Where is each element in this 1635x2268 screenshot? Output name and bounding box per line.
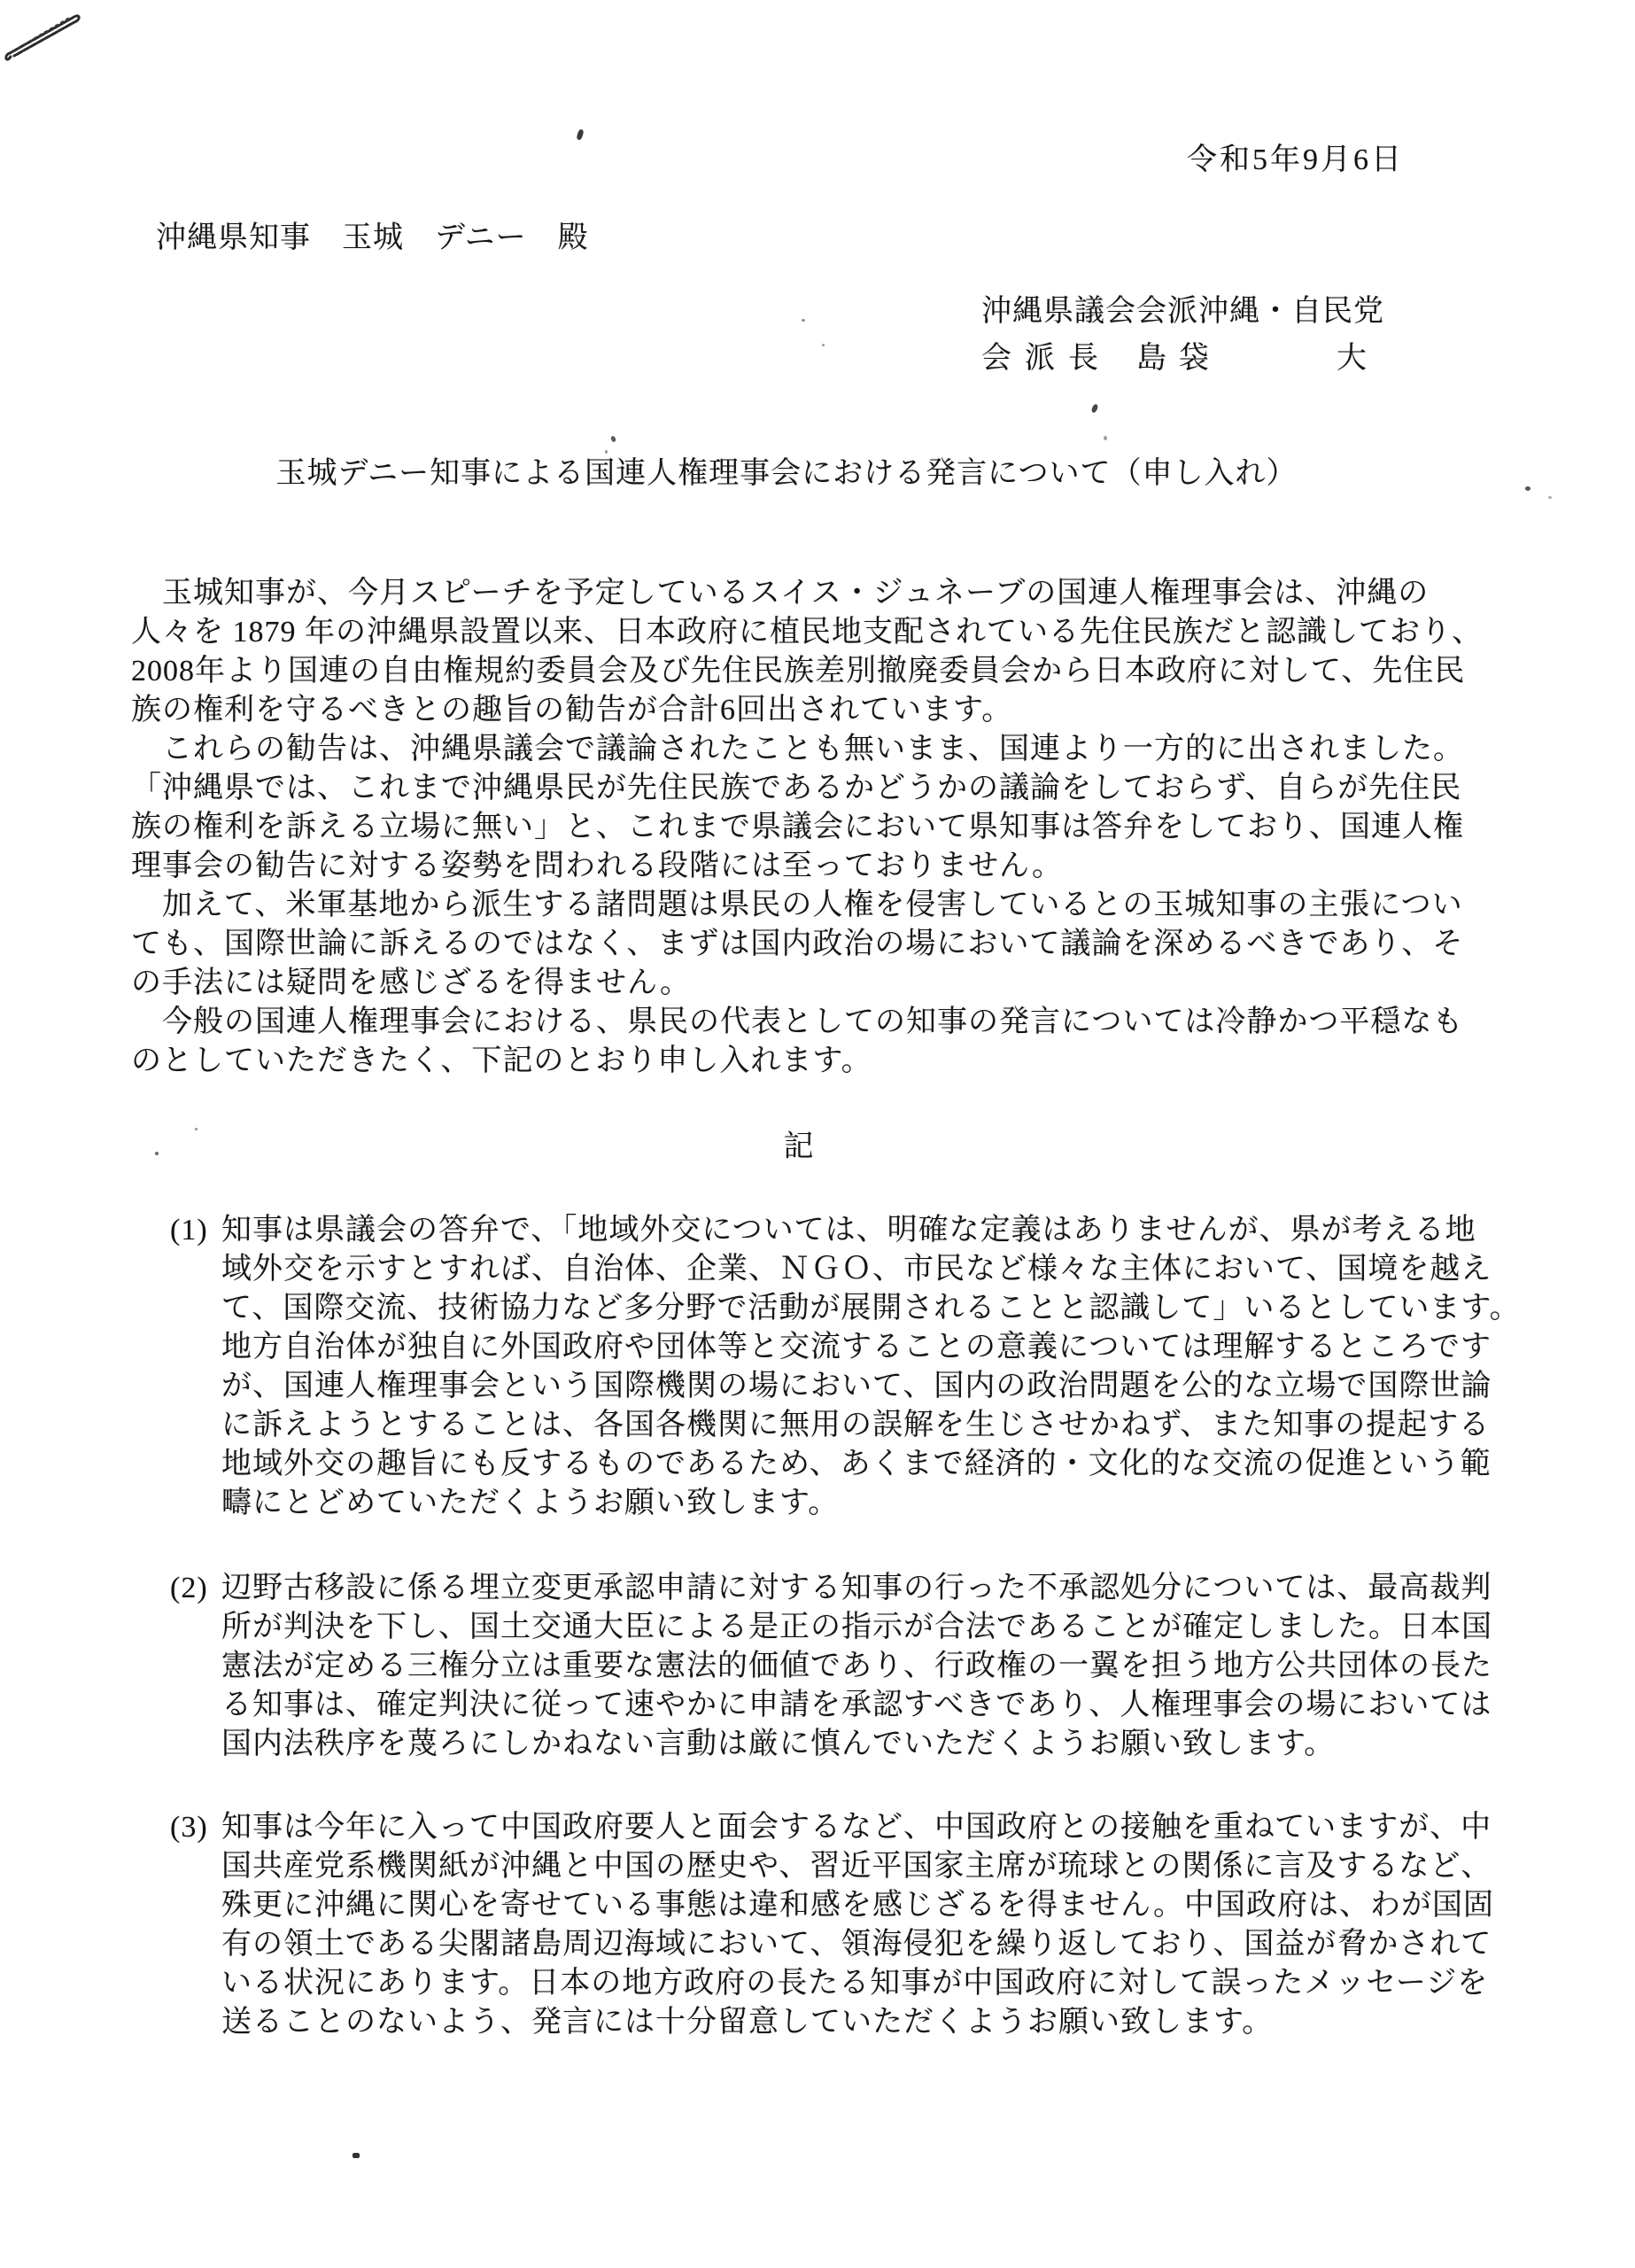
text-line: 族の権利を訴える立場に無い」と、これまで県議会において県知事は答弁をしており、国連人権 bbox=[131, 811, 1464, 843]
text-line: 地方自治体が独自に外国政府や団体等と交流することの意義については理解するところです bbox=[221, 1331, 1492, 1363]
text-line: 今般の国連人権理事会における、県民の代表としての知事の発言については冷静かつ平穏なも bbox=[131, 1006, 1464, 1038]
text-line: が、国連人権理事会という国際機関の場において、国内の政治問題を公的な立場で国際世論 bbox=[221, 1370, 1492, 1402]
request-item-1 bbox=[133, 1211, 1550, 1523]
text-line: これらの勧告は、沖縄県議会で議論されたことも無いまま、国連より一方的に出されました。 bbox=[131, 733, 1464, 765]
text-line: 知事は今年に入って中国政府要人と面会するなど、中国政府との接触を重ねていますが、中 bbox=[221, 1811, 1492, 1844]
document-title: 玉城デニー知事による国連人権理事会における発言について（申し入れ） bbox=[275, 457, 1298, 490]
text-line: のとしていただきたく、下記のとおり申し入れます。 bbox=[131, 1045, 872, 1077]
item-1-marker: (1) bbox=[170, 1214, 208, 1247]
text-line: 人々を 1879 年の沖縄県設置以来、日本政府に植民地支配されている先住民族だと認識しており、 bbox=[131, 616, 1483, 649]
document-date: 令和5年9月6日 bbox=[1187, 144, 1404, 176]
ink-speck bbox=[822, 344, 825, 346]
item-1-text bbox=[221, 1211, 1550, 1523]
ink-speck bbox=[605, 450, 608, 454]
sender-name-line bbox=[981, 339, 1368, 378]
text-line: 域外交を示すとすれば、自治体、企業、ＮＧＯ、市民など様々な主体において、国境を越え bbox=[221, 1253, 1492, 1285]
text-line: いる状況にあります。日本の地方政府の長たる知事が中国政府に対して誤ったメッセージを bbox=[221, 1967, 1489, 2000]
text-line: て、国際交流、技術協力など多分野で活動が展開されることと認識して」いるとしています。 bbox=[221, 1292, 1521, 1324]
item-3-marker: (3) bbox=[170, 1811, 208, 1844]
note-heading: 記 bbox=[783, 1130, 815, 1163]
addressee-line: 沖縄県知事 玉城 デニー 殿 bbox=[156, 221, 589, 254]
ink-speck bbox=[1104, 436, 1107, 440]
sender-surname: 島袋 bbox=[1136, 342, 1221, 375]
text-line: 「沖縄県では、これまで沖縄県民が先住民族であるかどうかの議論をしておらず、自らが先住民 bbox=[131, 772, 1462, 804]
text-line: る知事は、確定判決に従って速やかに申請を承認すべきであり、人権理事会の場においては bbox=[221, 1689, 1492, 1721]
text-line: 国内法秩序を蔑ろにしかねない言動は厳に慎んでいただくようお願い致します。 bbox=[221, 1728, 1336, 1760]
sender-given-name: 大 bbox=[1337, 342, 1368, 375]
request-item-3 bbox=[133, 1808, 1550, 2042]
text-line: 地域外交の趣旨にも反するものであるため、あくまで経済的・文化的な交流の促進という範 bbox=[221, 1448, 1492, 1480]
text-line: 国共産党系機関紙が沖縄と中国の歴史や、習近平国家主席が琉球との関係に言及するなど、 bbox=[221, 1850, 1492, 1883]
pen-scribble-artifact bbox=[4, 5, 92, 72]
ink-speck bbox=[1525, 486, 1530, 491]
text-line: 加えて、米軍基地から派生する諸問題は県民の人権を侵害しているとの玉城知事の主張につい bbox=[131, 889, 1463, 921]
text-line: 2008年より国連の自由権規約委員会及び先住民族差別撤廃委員会から日本政府に対して、先住民 bbox=[131, 655, 1466, 687]
ink-speck bbox=[353, 2153, 360, 2158]
text-line: 理事会の勧告に対する姿勢を問われる段階には至っておりません。 bbox=[131, 850, 1064, 882]
ink-speck bbox=[576, 128, 584, 140]
text-line: 憲法が定める三権分立は重要な憲法的価値であり、行政権の一翼を担う地方公共団体の長た bbox=[221, 1650, 1492, 1682]
ink-speck bbox=[610, 435, 616, 442]
ink-speck bbox=[1548, 496, 1552, 499]
text-line: に訴えようとすることは、各国各機関に無用の誤解を生じさせかねず、また知事の提起する bbox=[221, 1409, 1491, 1441]
item-3-text bbox=[221, 1808, 1550, 2042]
item-2-marker: (2) bbox=[170, 1572, 208, 1604]
text-line: 所が判決を下し、国土交通大臣による是正の指示が合法であることが確定しました。日本国 bbox=[221, 1611, 1492, 1643]
text-line: 殊更に沖縄に関心を寄せている事態は違和感を感じざるを得ません。中国政府は、わが国固 bbox=[221, 1889, 1495, 1922]
ink-speck bbox=[1091, 403, 1098, 413]
request-item-2 bbox=[133, 1569, 1550, 1764]
text-line: 有の領土である尖閣諸島周辺海域において、領海侵犯を繰り返しており、国益が脅かされて bbox=[221, 1928, 1492, 1961]
item-2-text bbox=[221, 1569, 1550, 1764]
ink-speck bbox=[155, 1152, 159, 1155]
text-line: 辺野古移設に係る埋立変更承認申請に対する知事の行った不承認処分については、最高裁判 bbox=[221, 1572, 1492, 1604]
text-line: 疇にとどめていただくようお願い致します。 bbox=[221, 1487, 840, 1519]
text-line: 玉城知事が、今月スピーチを予定しているスイス・ジュネーブの国連人権理事会は、沖縄の bbox=[131, 577, 1430, 610]
text-line: 知事は県議会の答弁で、「地域外交については、明確な定義はありませんが、県が考える地 bbox=[221, 1214, 1476, 1247]
text-line: 族の権利を守るべきとの趣旨の勧告が合計6回出されています。 bbox=[131, 694, 1013, 726]
text-line: 送ることのないよう、発言には十分留意していただくようお願い致します。 bbox=[221, 2006, 1274, 2039]
body-paragraphs bbox=[131, 574, 1513, 1081]
text-line: ても、国際世論に訴えるのではなく、まずは国内政治の場において議論を深めるべきであり、そ bbox=[131, 928, 1464, 960]
sender-organization: 沖縄県議会会派沖縄・自民党 bbox=[981, 295, 1384, 328]
text-line: の手法には疑問を感じざるを得ません。 bbox=[131, 967, 692, 999]
ink-speck bbox=[802, 319, 805, 322]
ink-speck bbox=[195, 1128, 198, 1130]
sender-role: 会派長 bbox=[981, 342, 1112, 375]
